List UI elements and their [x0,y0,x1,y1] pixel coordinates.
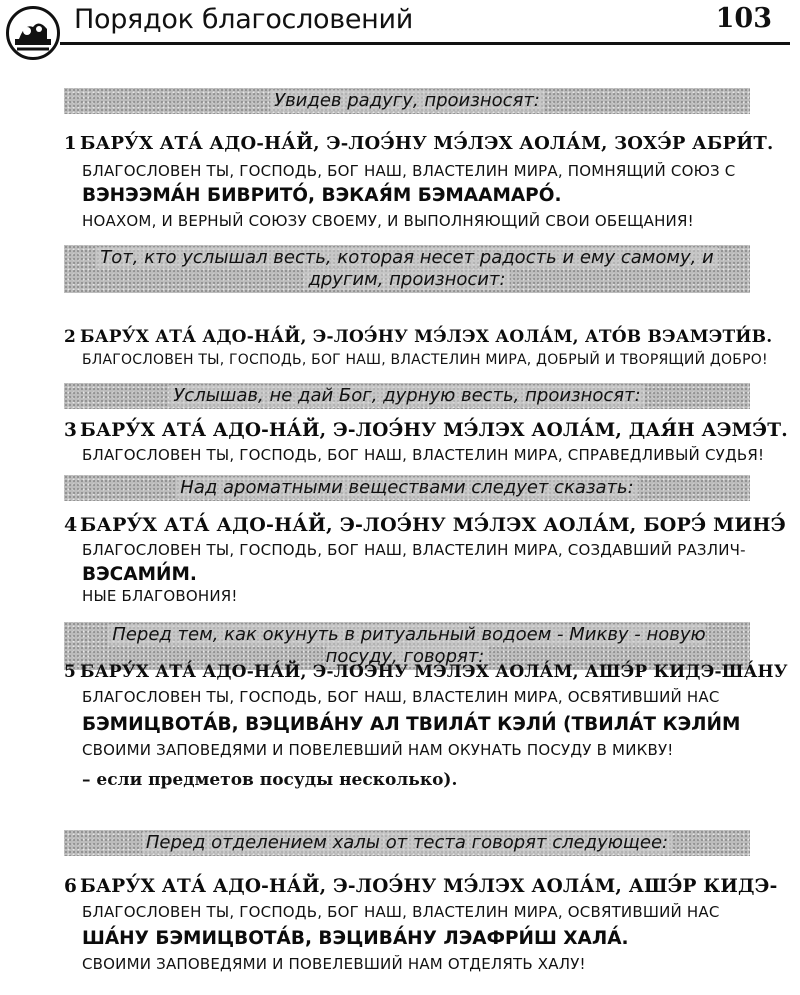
running-title: Порядок благословений [74,4,414,35]
instruction-text: Перед тем, как окунуть в ритуальный водоем - Микву - новую посуду, говорят: [108,624,705,667]
instruction-banner-4 [64,475,750,501]
blessing-note: – если предметов посуды несколько). [82,770,458,790]
instruction-banner-1 [64,88,750,114]
book-logo-icon [6,6,60,60]
blessing-number: 3 [64,420,78,441]
instruction-text: Перед отделением халы от теста говорят следующее: [142,832,672,853]
instruction-text: Услышав, не дай Бог, дурную весть, произносят: [169,385,644,406]
instruction-banner-6 [64,830,750,856]
instruction-text: Увидев радугу, произносят: [270,90,544,111]
blessing-translation-line: БЛАГОСЛОВЕН ТЫ, ГОСПОДЬ, БОГ НАШ, ВЛАСТЕЛИН МИРА, СОЗДАВШИЙ РАЗЛИЧ- [82,541,746,559]
blessing-hebrew-line: ВЭНЭЭМА́Н БИВРИТО́, ВЭКАЯ́М БЭМААМАРО́. [82,185,562,206]
blessing-hebrew-line: 6 БАРУ́Х АТА́ АДО-НА́Й, Э-ЛОЭ́НУ МЭ́ЛЭХ АОЛА́М, АШЭ́Р КИДЭ- [64,876,778,897]
blessing-translation-line: СВОИМИ ЗАПОВЕДЯМИ И ПОВЕЛЕВШИЙ НАМ ОКУНАТЬ ПОСУДУ В МИКВУ! [82,741,674,759]
blessing-translation-line: БЛАГОСЛОВЕН ТЫ, ГОСПОДЬ, БОГ НАШ, ВЛАСТЕЛИН МИРА, ОСВЯТИВШИЙ НАС [82,903,720,921]
instruction-text: Тот, кто услышал весть, которая несет радость и ему самому, и [72,247,742,269]
blessing-hebrew-line: ША́НУ БЭМИЦВОТА́В, ВЭЦИВА́НУ ЛЭАФРИ́Ш ХАЛА́. [82,928,629,949]
blessing-hebrew-line: 4 БАРУ́Х АТА́ АДО-НА́Й, Э-ЛОЭ́НУ МЭ́ЛЭХ АОЛА́М, БОРЭ́ МИНЭ́ [64,514,786,536]
blessing-number: 6 [64,876,78,897]
instruction-text: другим, произносит: [72,269,742,291]
page-header [0,0,800,62]
instruction-text: Над ароматными веществами следует сказать: [176,477,637,498]
blessing-hebrew-line: 1 БАРУ́Х АТА́ АДО-НА́Й, Э-ЛОЭ́НУ МЭ́ЛЭХ АОЛА́М, ЗОХЭ́Р АБРИ́Т. [64,133,774,154]
blessing-hebrew-line: ВЭСАМИ́М. [82,564,197,585]
page-number: 103 [715,3,772,34]
blessing-hebrew-line: 5 БАРУ́Х АТА́ АДО-НА́Й, Э-ЛОЭ́НУ МЭ́ЛЭХ АОЛА́М, АШЭ́Р КИДЭ-ША́НУ [64,662,788,682]
blessing-translation-line: БЛАГОСЛОВЕН ТЫ, ГОСПОДЬ, БОГ НАШ, ВЛАСТЕЛИН МИРА, СПРАВЕДЛИВЫЙ СУДЬЯ! [82,446,765,464]
blessing-hebrew-line: БЭМИЦВОТА́В, ВЭЦИВА́НУ АЛ ТВИЛА́Т КЭЛИ́ (ТВИЛА́Т КЭЛИ́М [82,714,741,735]
blessing-translation-line: БЛАГОСЛОВЕН ТЫ, ГОСПОДЬ, БОГ НАШ, ВЛАСТЕЛИН МИРА, ПОМНЯЩИЙ СОЮЗ С [82,162,736,180]
blessing-number: 1 [64,133,77,154]
blessing-hebrew-line: 2 БАРУ́Х АТА́ АДО-НА́Й, Э-ЛОЭ́НУ МЭ́ЛЭХ АОЛА́М, АТО́В ВЭАМЭТИ́В. [64,327,773,347]
instruction-banner-3 [64,383,750,409]
instruction-banner-2 [64,245,750,293]
blessing-translation-line: НОАХОМ, И ВЕРНЫЙ СОЮЗУ СВОЕМУ, И ВЫПОЛНЯЮЩИЙ СВОИ ОБЕЩАНИЯ! [82,212,694,230]
blessing-number: 5 [64,662,77,682]
blessing-hebrew-line: 3 БАРУ́Х АТА́ АДО-НА́Й, Э-ЛОЭ́НУ МЭ́ЛЭХ АОЛА́М, ДАЯ́Н АЭМЭ́Т. [64,420,788,441]
blessing-translation-line: БЛАГОСЛОВЕН ТЫ, ГОСПОДЬ, БОГ НАШ, ВЛАСТЕЛИН МИРА, ОСВЯТИВШИЙ НАС [82,688,720,706]
blessing-translation-line: СВОИМИ ЗАПОВЕДЯМИ И ПОВЕЛЕВШИЙ НАМ ОТДЕЛЯТЬ ХАЛУ! [82,955,586,973]
blessing-translation-line: НЫЕ БЛАГОВОНИЯ! [82,587,238,605]
header-rule [60,42,790,45]
blessing-number: 4 [64,514,78,536]
blessing-number: 2 [64,327,77,347]
blessing-translation-line: БЛАГОСЛОВЕН ТЫ, ГОСПОДЬ, БОГ НАШ, ВЛАСТЕЛИН МИРА, ДОБРЫЙ И ТВОРЯЩИЙ ДОБРО! [82,352,768,368]
